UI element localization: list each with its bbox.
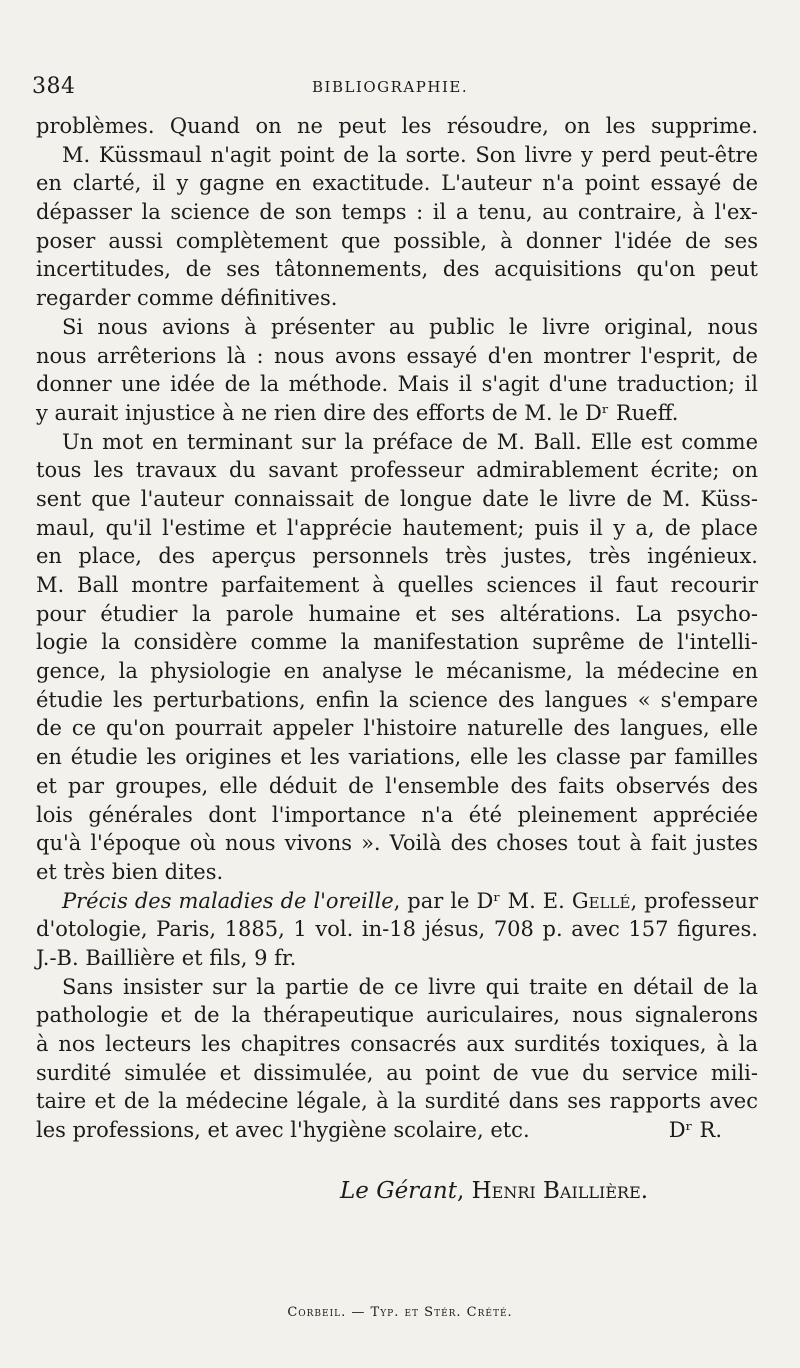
text-line: problèmes. Quand on ne peut les résoudre, on les supprime. — [36, 114, 758, 138]
text-line — [36, 1116, 758, 1145]
review-author: Gellé — [571, 888, 631, 913]
text-line: regarder comme définitives. — [36, 286, 338, 311]
text-line: M. Ball montre parfaitement à quelles sciences il faut recourir — [36, 573, 758, 597]
signature-role: Le Gérant — [340, 1178, 457, 1204]
text-line: Si nous avions à présenter au public le livre original, nous — [62, 314, 758, 339]
text-line-content: les professions, et avec l'hygiène scolaire, etc. — [36, 1118, 530, 1143]
text-line: en étudie les origines et les variations, elle les classe par familles — [36, 745, 758, 770]
signature-block: Le Gérant, Henri Baillière. — [340, 1178, 649, 1204]
text-line: Sans insister sur la partie de ce livre qui traite en détail de la — [62, 974, 758, 999]
text-line: gence, la physiologie en analyse le mécanisme, la médecine en — [36, 659, 758, 684]
page-header — [32, 74, 732, 100]
text-line: pour étudier la parole humaine et ses altérations. La psycho- — [36, 601, 758, 626]
running-head: BIBLIOGRAPHIE. — [312, 78, 469, 96]
review-book-title: Précis des maladies de l'oreille — [62, 888, 394, 913]
text-line: en clarté, il y gagne en exactitude. L'auteur n'a point essayé de — [36, 171, 758, 196]
text-line: étudie les perturbations, enfin la science des langues « s'empare — [36, 687, 758, 712]
signature-name: Henri Baillière. — [471, 1178, 649, 1204]
text-line: taire et de la médecine légale, à la surdité dans ses rapports avec — [36, 1089, 758, 1114]
text-line: poser aussi complètement que possible, à donner l'idée de ses — [36, 228, 758, 253]
text-line: et par groupes, elle déduit de l'ensemble des faits observés des — [36, 773, 758, 798]
review-heading-line — [36, 887, 758, 916]
text-line: dépasser la science de son temps : il a tenu, au contraire, à l'ex- — [36, 200, 758, 225]
review-text: , par le Dʳ M. E. — [393, 888, 572, 913]
review-signature: Dʳ R. — [668, 1118, 722, 1143]
text-line: sent que l'auteur connaissait de longue date le livre de M. Küss- — [36, 486, 758, 511]
text-line: tous les travaux du savant professeur admirablement écrite; on — [36, 458, 758, 483]
text-line: maul, qu'il l'estime et l'apprécie hautement; puis il y a, de place — [36, 515, 758, 540]
text-line: donner une idée de la méthode. Mais il s'agit d'une traduction; il — [36, 372, 758, 397]
text-line: y aurait injustice à ne rien dire des efforts de M. le Dʳ Rueff. — [36, 400, 679, 425]
body-text — [36, 112, 758, 1145]
text-line: de ce qu'on pourrait appeler l'histoire naturelle des langues, elle — [36, 716, 758, 741]
text-line: incertitudes, de ses tâtonnements, des acquisitions qu'on peut — [36, 257, 758, 282]
text-line: nous arrêterions là : nous avons essayé d'en montrer l'esprit, de — [36, 343, 758, 368]
text-line: Un mot en terminant sur la préface de M. Ball. Elle est comme — [62, 429, 758, 454]
review-heading-line: J.-B. Baillière et fils, 9 fr. — [36, 945, 297, 970]
review-heading-line: d'otologie, Paris, 1885, 1 vol. in-18 jésus, 708 p. avec 157 figures. — [36, 917, 758, 942]
text-line: logie la considère comme la manifestation suprême de l'intelli- — [36, 630, 758, 655]
text-line: M. Küssmaul n'agit point de la sorte. Son livre y perd peut-être — [62, 142, 758, 167]
text-line: surdité simulée et dissimulée, au point de vue du service mili- — [36, 1060, 758, 1085]
page-number: 384 — [32, 74, 76, 99]
text-line: pathologie et de la thérapeutique auriculaires, nous signalerons — [36, 1003, 758, 1028]
text-line: et très bien dites. — [36, 859, 224, 884]
printer-imprint: Corbeil. — Typ. et Stér. Crété. — [287, 1305, 513, 1320]
review-text: , professeur — [630, 888, 758, 913]
text-line: en place, des aperçus personnels très justes, très ingénieux. — [36, 544, 758, 569]
text-line: à nos lecteurs les chapitres consacrés aux surdités toxiques, à la — [36, 1032, 758, 1056]
text-line: lois générales dont l'importance n'a été pleinement appréciée — [36, 802, 758, 827]
text-line: qu'à l'époque où nous vivons ». Voilà des choses tout à fait justes — [36, 831, 758, 856]
